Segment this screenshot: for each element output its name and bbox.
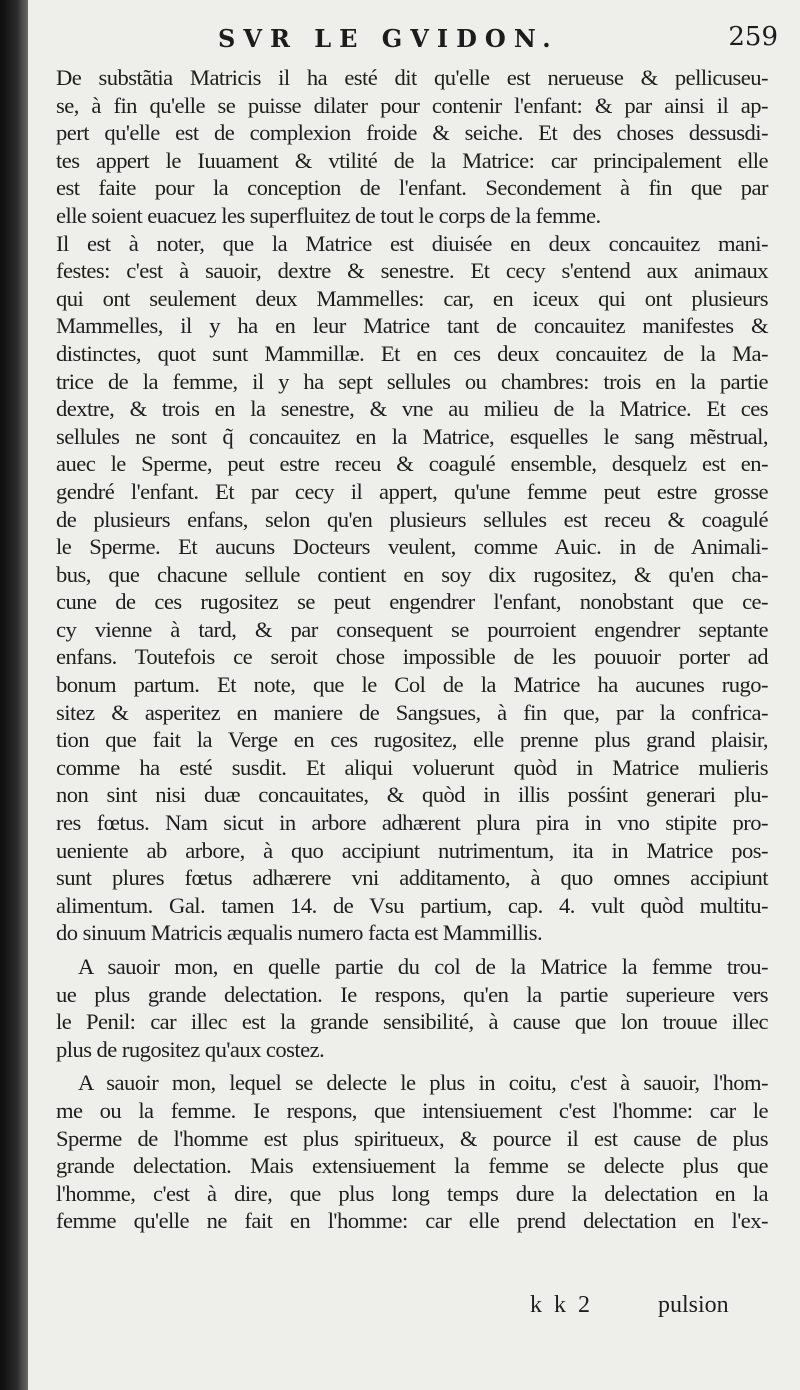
book-spine-shadow bbox=[0, 0, 28, 1390]
text-line: auec le Sperme, peut estre receu & coagulé ensemble, desquelz est en- bbox=[56, 451, 768, 477]
text-line: res fœtus. Nam sicut in arbore adhærent plura pira in vno stipite pro- bbox=[56, 810, 768, 836]
catchword: pulsion bbox=[658, 1292, 729, 1318]
paragraph-4 bbox=[56, 1069, 768, 1235]
text-line: gendré l'enfant. Et par cecy il appert, qu'une femme peut estre grosse bbox=[56, 478, 768, 504]
text-line: sunt plures fœtus adhærere vni additamento, à quo omnes accipiunt bbox=[56, 865, 768, 891]
page-footer bbox=[28, 1292, 800, 1328]
paragraph-2 bbox=[56, 230, 768, 947]
text-line: A sauoir mon, en quelle partie du col de la Matrice la femme trou- bbox=[78, 954, 768, 979]
text-line: bonum partum. Et note, que le Col de la Matrice ha aucunes rugo- bbox=[56, 672, 768, 698]
text-line: ueniente ab arbore, à quo accipiunt nutrimentum, ita in Matrice pos- bbox=[56, 837, 768, 863]
text-line: bus, que chacune sellule contient en soy dix rugositez, & qu'en cha- bbox=[56, 561, 768, 587]
text-line: non sint nisi duæ concauitates, & quòd in illis posśint generari plu- bbox=[56, 782, 768, 808]
text-line: tes appert le Iuuament & vtilité de la Matrice: car principalement elle bbox=[56, 147, 768, 173]
text-line: l'homme, c'est à dire, que plus long temps dure la delectation en la bbox=[56, 1180, 768, 1206]
text-line: qui ont seulement deux Mammelles: car, en iceux qui ont plusieurs bbox=[56, 285, 768, 311]
text-line: De substãtia Matricis il ha esté dit qu'elle est nerueuse & pellicuseu- bbox=[56, 65, 768, 90]
text-line: trice de la femme, il y ha sept sellules ou chambres: trois en la partie bbox=[56, 368, 768, 394]
paragraph-1 bbox=[56, 64, 768, 230]
text-line: sellules ne sont q̃ concauitez en la Matrice, esquelles le sang mẽstrual, bbox=[56, 423, 768, 449]
running-head: SVR LE GVIDON. bbox=[218, 24, 559, 53]
text-line: le Sperme. Et aucuns Docteurs veulent, comme Auic. in de Animali- bbox=[56, 534, 768, 560]
text-line: de plusieurs enfans, selon qu'en plusieurs sellules est receu & coagulé bbox=[56, 506, 768, 532]
text-line: comme ha esté susdit. Et aliqui voluerunt quòd in Matrice mulieris bbox=[56, 754, 768, 780]
text-line: pert qu'elle est de complexion froide & seiche. Et des choses dessusdi- bbox=[56, 120, 768, 146]
text-line: elle soient euacuez les superfluitez de tout le corps de la femme. bbox=[56, 202, 601, 228]
text-line: le Penil: car illec est la grande sensibilité, à cause que lon trouue illec bbox=[56, 1009, 768, 1035]
book-page bbox=[28, 0, 800, 1390]
page-number: 259 bbox=[728, 22, 778, 52]
text-line: Sperme de l'homme est plus spiritueux, & pource il est cause de plus bbox=[56, 1125, 768, 1151]
text-line: alimentum. Gal. tamen 14. de Vsu partium, cap. 4. vult quòd multitu- bbox=[56, 892, 768, 918]
text-line: dextre, & trois en la senestre, & vne au milieu de la Matrice. Et ces bbox=[56, 396, 768, 422]
text-line: A sauoir mon, lequel se delecte le plus in coitu, c'est à sauoir, l'hom- bbox=[78, 1070, 768, 1096]
text-line: est faite pour la conception de l'enfant. Secondement à fin que par bbox=[56, 175, 768, 201]
paragraph-3 bbox=[56, 953, 768, 1063]
text-line: cune de ces rugositez se peut engendrer l'enfant, nonobstant que ce- bbox=[56, 589, 768, 615]
text-line: ue plus grande delectation. Ie respons, qu'en la partie superieure vers bbox=[56, 981, 768, 1007]
signature-mark: k k 2 bbox=[530, 1292, 593, 1318]
text-line: femme qu'elle ne fait en l'homme: car elle prend delectation en l'ex- bbox=[56, 1208, 768, 1234]
text-line: tion que fait la Verge en ces rugositez, elle prenne plus grand plaisir, bbox=[56, 727, 768, 753]
text-line: cy vienne à tard, & par consequent se pourroient engendrer septante bbox=[56, 616, 768, 642]
text-line: se, à fin qu'elle se puisse dilater pour contenir l'enfant: & par ainsi il ap- bbox=[56, 92, 768, 118]
text-line: sitez & asperitez en maniere de Sangsues, à fin que, par la confrica- bbox=[56, 699, 768, 725]
text-line: plus de rugositez qu'aux costez. bbox=[56, 1036, 325, 1062]
text-line: me ou la femme. Ie respons, que intensiuement c'est l'homme: car le bbox=[56, 1097, 768, 1123]
page-header bbox=[28, 18, 800, 58]
body-text bbox=[56, 64, 768, 1235]
text-line: enfans. Toutefois ce seroit chose impossible de les pouuoir porter ad bbox=[56, 644, 768, 670]
text-line: do sinuum Matricis æqualis numero facta est Mammillis. bbox=[56, 920, 543, 946]
text-line: Mammelles, il y ha en leur Matrice tant de concauitez manifestes & bbox=[56, 313, 768, 339]
text-line: festes: c'est à sauoir, dextre & senestre. Et cecy s'entend aux animaux bbox=[56, 258, 768, 284]
text-line: distinctes, quot sunt Mammillæ. Et en ces deux concauitez de la Ma- bbox=[56, 340, 768, 366]
text-line: Il est à noter, que la Matrice est diuisée en deux concauitez mani- bbox=[56, 230, 768, 256]
text-line: grande delectation. Mais extensiuement la femme se delecte plus que bbox=[56, 1153, 768, 1179]
